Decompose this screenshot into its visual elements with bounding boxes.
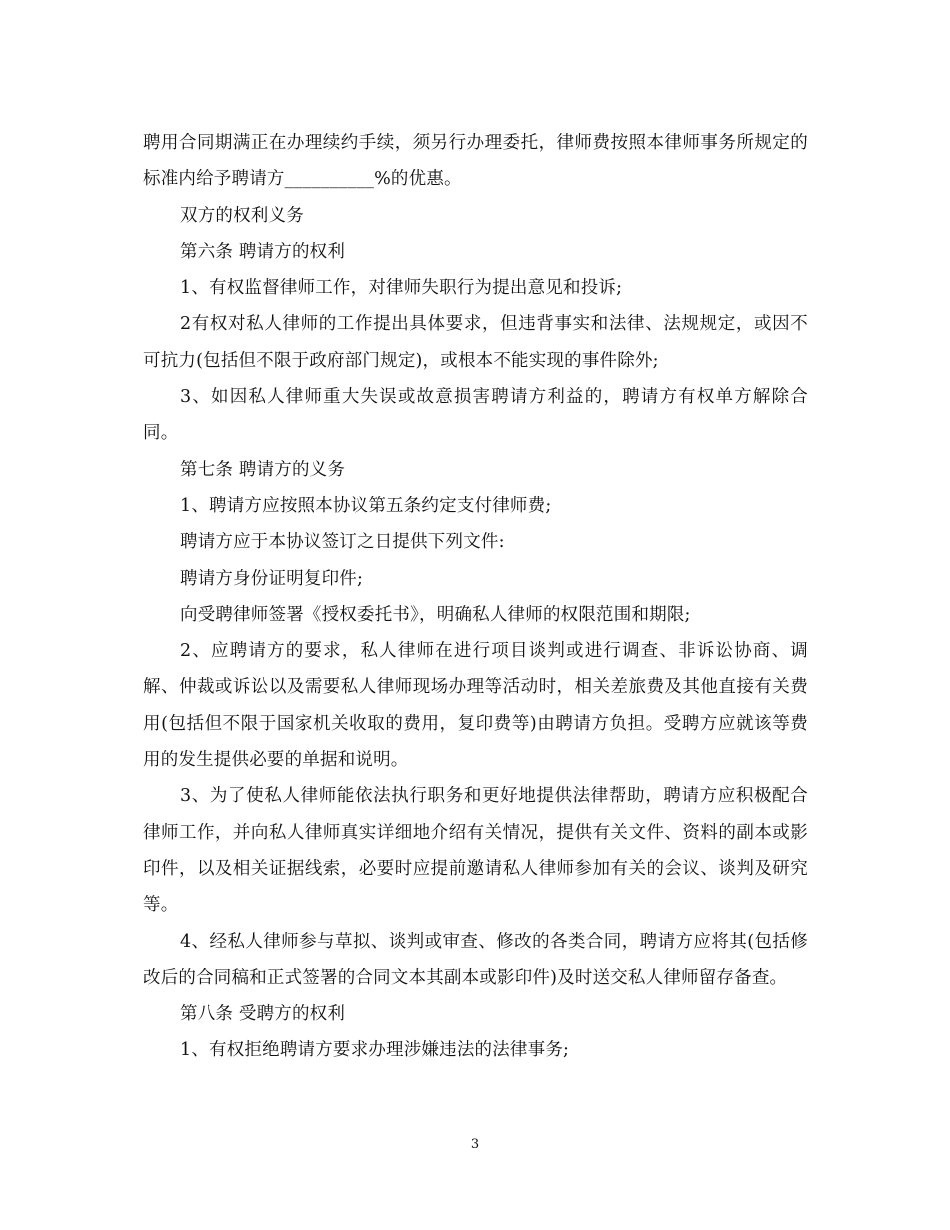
paragraph: 1、聘请方应按照本协议第五条约定支付律师费; bbox=[180, 495, 552, 516]
paragraph: 3、为了使私人律师能依法执行职务和更好地提供法律帮助，聘请方应积极配合律师工作，并向私人律师真实详细地介绍有关情况，提供有关文件、资料的副本或影印件，以及相关证据线索，必要时应提前邀请私人律师参加有关的会议、谈判及研究等。 bbox=[143, 786, 808, 916]
page-number: 3 bbox=[470, 1137, 480, 1152]
paragraph: 聘用合同期满正在办理续约手续，须另行办理委托，律师费按照本律师事务所规定的标准内给予聘请方__________%的优惠。 bbox=[143, 133, 808, 190]
paragraph: 1、有权监督律师工作，对律师失职行为提出意见和投诉; bbox=[180, 278, 623, 299]
paragraph: 双方的权利义务 bbox=[180, 205, 304, 226]
paragraph: 第七条 聘请方的义务 bbox=[180, 459, 346, 480]
paragraph: 1、有权拒绝聘请方要求办理涉嫌违法的法律事务; bbox=[180, 1040, 570, 1061]
paragraph: 2有权对私人律师的工作提出具体要求，但违背事实和法律、法规规定，或因不可抗力(包括但不限于政府部门规定)，或根本不能实现的事件除外; bbox=[143, 314, 808, 371]
paragraph: 3、如因私人律师重大失误或故意损害聘请方利益的，聘请方有权单方解除合同。 bbox=[143, 387, 808, 444]
document-body bbox=[143, 125, 808, 1069]
paragraph: 向受聘律师签署《授权委托书》，明确私人律师的权限范围和期限; bbox=[180, 604, 691, 625]
paragraph: 聘请方应于本协议签订之日提供下列文件: bbox=[180, 532, 505, 553]
paragraph: 2、应聘请方的要求，私人律师在进行项目谈判或进行调查、非诉讼协商、调解、仲裁或诉讼以及需要私人律师现场办理等活动时，相关差旅费及其他直接有关费用(包括但不限于国家机关收取的费用，复印费等)由聘请方负担。受聘方应就该等费用的发生提供必要的单据和说明。 bbox=[143, 641, 808, 771]
paragraph: 第六条 聘请方的权利 bbox=[180, 241, 346, 262]
paragraph: 4、经私人律师参与草拟、谈判或审查、修改的各类合同，聘请方应将其(包括修改后的合同稿和正式签署的合同文本其副本或影印件)及时送交私人律师留存备查。 bbox=[143, 931, 808, 988]
paragraph: 第八条 受聘方的权利 bbox=[180, 1004, 346, 1025]
paragraph: 聘请方身份证明复印件; bbox=[180, 568, 364, 589]
